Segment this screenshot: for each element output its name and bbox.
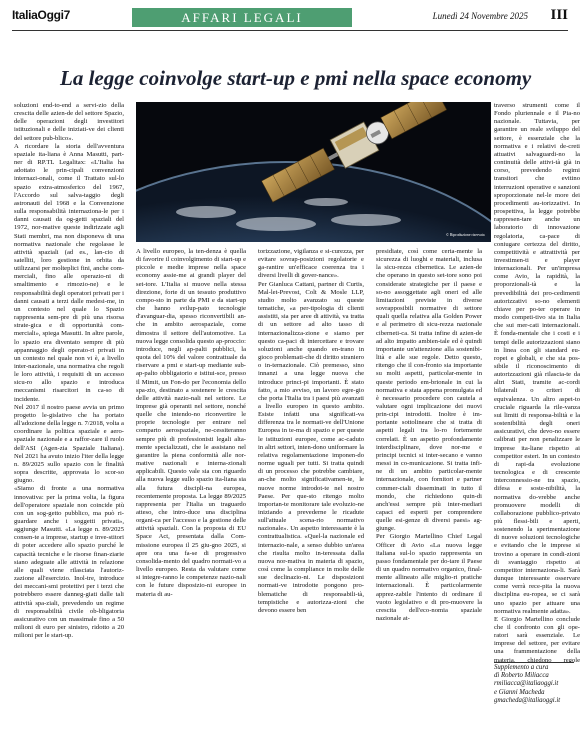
article-column-4: [376, 248, 482, 744]
section-band: AFFARI LEGALI: [132, 8, 352, 27]
credit-email[interactable]: gmacheda@italiaoggi.it: [494, 696, 561, 704]
editorial-credits: [494, 664, 574, 710]
credit-line: di Roberto Miliacca: [494, 672, 549, 680]
paragraph: «Siamo di fronte a una normativa innovativa: per la prima volta, la figura dell'operatore spaziale non coincide più con un sog-getto pubblico, ma può ri-guardare anche i soggetti privati», aggiunge Masutti. «La legge n. 89/2025 consen-te a imprese, startup e inve-stitori di poter accedere allo spazio purché le capacità tecniche e le risorse finan-ziarie siano adeguate alle attività in relazione alle quali viene rilasciata l'autoriz-zazione all'esercizio. Inol-tre, introduce dei meccani-smi protettivi per i terzi che potrebbero essere danneg-giati dalle tali attività spa-ziali, prevedendo un regime di responsabilità civile ob-bligatoria assicurativo con un massimale fino a 50 milioni di euro per sinistro, ridotto a 20 milioni per le start-up.: [14, 485, 124, 640]
article-column-5: [494, 102, 580, 662]
article-column-2: [136, 248, 246, 744]
credit-line: e Gianni Macheda: [494, 688, 545, 696]
article-column-1: [14, 102, 124, 744]
photo-credit: © Riproduzione riservata: [446, 233, 485, 237]
credit-line: Supplemento a cura: [494, 664, 549, 671]
paragraph: presidiate, così come certa-mente la sicurezza di luoghi e materiali, inclusa la sicu-rezza cibernetica. Le azien-de che operano in questo set-tore sono poi considerate strategiche per il paese e so-no assoggettate agli oneri ed alle limitazioni previste in diverse sovrapposibili normative di settore quali quella relativa alla Golden Power e al perimetro di sicu-rezza nazionale ciberneti-ca. Si tratta infine di azien-de ad alto impatto ambien-tale ed è quindi importante un'attenzione alla sostenibi-lità e alle sue regole. Detto questo, ritengo che il con-fronto sia importante su molti aspetti, particolar-mente in queste periodo em-brionale in cui la normativa e stata appena promulgata ed è necessario procedere con cautela a valutare ogni implicazione dei nuovi prin-cipi introdotti. Inoltre è im-portante sottolineare che si tratta di aspetti legali tra lo-ro fortemente correlati. È un aspetto profondamente interdisciplinare, dove nor-me e principi tecnici si inter-secano e vanno messi in co-municazione. Si tratta infi-ne di un ambito particolar-mente internazionale, con fornitori e partner commer-ciali disseminati in tutto il mondo, che richiedono quin-di anch'essi sempre più inter-mediari capaci ed esperti per comprendere quelle esi-genze di diversi paesi» ag-giunge.: [376, 248, 482, 533]
paragraph: A livello europeo, la ten-denza è quella di favorire il coinvolgimento di start-up e piccole e medie imprese nella space economy assie-me ai grandi player del set-tore. L'Italia si muove nella stessa direzione, forte di un tessuto produttivo compo-sto in parte da PMI e da start-up che hanno svilup-pato tecnologie d'avanguar-dia, spesso riconvertibili an-che in ambito aerospaziale, come dimostra il settore dell'automotive. La nuova legge consolida questo ap-proccio: introduce, negli ap-palti pubblici, la quota del 10% del valore contrattuale da riservare a pmi e start-up mediante sub-ap-palto obbligatorio e istitui-sce, presso il Mimit, un Fon-do per l'economia dello spa-zio, destinato a sostenere le crescita delle attività nazio-nali nel settore. Le imprese già operanti nel settore, nonché quelle che intendo-no riconvertire le proprie tecnologie per entrare nel comparto aerospaziale, ne-cessiteranno sempre più di professionisti legali alta-mente specializzati, che le assistano nel garantire la piena conformità alle nor-mative nazionali e interna-zionali applicabili. Questo vale sia con riguardo alla nuova legge sullo spazio ita-liana sia alla futura discipli-na europea, recentemente proposta. La legge 89/2025 rappresenta per l'Italia un traguardo atteso, che intro-duce una disciplina organi-ca per l'accesso e la gestione delle attività spaziali. Con la proposta di EU Space Act, presentata dalla Com-missione europea il 25 giu-gno 2025, si apre ora una fa-se di progressivo consolida-mento del quadro normati-vo a livello europeo. Resta da valutare come si integre-ranno le competenze nazio-nali con le future disposizio-ni europee in materia di au-: [136, 248, 246, 598]
satellite-image: [136, 102, 491, 242]
paragraph: torizzazione, vigilanza e si-curezza, per evitare sovrap-posizioni regolatorie e ga-rantire un'efficace coerenza tra i diversi livelli di gover-nance».: [258, 248, 364, 280]
paragraph: Per Gianluca Cattani, partner di Curtis, Mal-let-Prevost, Colt & Mosle LLP, studio molto avanzato su queste tematiche, «a per-tipologia di clienti assistiti, sia per aree di attività, va tratta di un settore ad alto tasso di internazionalizza-zione e siamo per questo ca-paci di intercettare e trovare soluzioni anche quando en-trano in gioco problemati-che di diritto straniero o in-ternazionale. Ciò premesso, sino innanzi a una legge nuova che introduce princi-pi importanti. È stato fatto, a mio avviso, un lavoro egre-gio che porta l'Italia tra i paesi più avanzati a livello europeo in questo ambito. Esiste infatti una significati-va differenza tra le normati-ve dell'Unione Europea in te-ma di spazio e per queste le istituzioni europee, come ac-caduto in altri settori, inten-dono uniformare la relativa regolamentazione imponen-do norme uguali per tutti. Si tratta quindi di un processo che potrebbe cambiare, an-che molto significativamen-te, le nuove norme introdot-te nel nostro Paese. Per que-sto ritengo molto importan-te monitorare tale evoluzio-ne iniziando a prevederne le ricadute sull'attuale scena-rio normativo nazionale». Un aspetto interessante è la contrattualistica. «Quel-la nazionale ed internazio-nale, a senso dubbio un'area che risulta molto in-teressata dalla nuova nor-mativa in materia di spazio, così come la compliance in molte delle sue declinazio-ni. Le disposizioni normati-ve introdotte pongono pro-blematiche di responsabili-tà, tempistiche e autorizza-zioni che devono essere ben: [258, 280, 364, 614]
paragraph: Per Giorgio Martellino Chief Legal Officer di Avio «La nuova legge italiana sul-lo spazio rappresenta un passo fondamentale per do-tare il Paese di un quadro normativo organico, final-mente allineato alle miglio-ri pratiche internazionali. È particolarmente apprez-zabile l'intento di ordinare il vuoto legislativo e di pro-muovere la crescita dell'eco-nomia spaziale nazionale at-: [376, 533, 482, 623]
logo: ItaliaOggi7: [12, 8, 71, 22]
credit-email[interactable]: rmiliacca@italiaoggi.it: [494, 680, 559, 688]
issue-date: Lunedì 24 Novembre 2025: [432, 11, 528, 21]
article-column-3: [258, 248, 364, 744]
headline: La legge coinvolge start-up e pmi nella space economy: [60, 66, 532, 90]
space-satellite-photo: [136, 102, 491, 242]
paragraph: Nel 2017 il nostro paese avvia un primo progetto le-gislativo che ha portato all'adozione della legge n. 7/2018, volta a coordinare la politica spaziale e aero-spaziale nazionale e a raffor-zare il ruolo dell'ASI (Agen-zia Spaziale Italiana). Nel 2021 ha avuto inizio l'iter della legge n. 89/2025 sullo spazio con le finalità sopra descritte, approvata lo scor-so giugno.: [14, 403, 124, 485]
paragraph: traverso strumenti come il Fondo pluriennale e il Pia-no nazionale. Tuttavia, per garantire un reale sviluppo del settore, è essenziale che la normativa e i relativi de-creti attuativi salvaguardi-no la continuità delle attivi-tà già in corso, prevedendo regimi transitori che evitino interruzioni operative e sanzioni sproporzionate nel-le more dei procedimenti au-torizzativi. In prospettiva, la legge potrebbe rappresen-tare anche un laboratorio di innovazione regolatoria, ca-pace di coniugare certezza del diritto, competitività e attrattività per investimen-ti e player internazionali. Per un'impresa come Avio, la rapidità, la proporzionali-tà e la prevedibilità dei pro-cedimenti autorizzativi so-no elementi chiave per po-ter operare in modo competi-tivo sia in Italia che sui mer-cati internazionali. È fonda-mentale che i costi e i tempi delle autorizzazioni siano in linea con gli standard eu-ropei e globali, e che sia pos-sibile il riconoscimento di autorizzazioni già rilascia-te da altri Stati, tramite ac-cordi bilaterali o criteri di equivalenza. Un altro aspet-to cruciale riguarda la rile-vanza sui limiti di responsa-bilità e la sostenibilità degli oneri assicurativi, che devo-no essere calibrati per non penalizzare le imprese ita-liane rispetto ai competitor esteri. In un contesto di rapi-da evoluzione tecnologica e di crescente interconnessio-ne tra spazio, difesa e soste-nibilità, la normativa do-vrebbe anche promuovere modelli di collaborazione pubblico-privato più flessi-bili e aperti, sostenendo la sperimentazione di nuove soluzioni tecnologiche e evitando che le imprese si trovino a operare in condi-zioni di svantaggio rispetto ai competitor internaziona-li. Sarà dunque interessante osservare come verrà rece-pita la nuova disciplina eu-ropea, se ci sarà uno spazio per attuare una normativa realmente adatta».: [494, 102, 580, 615]
sidebar-rule: [494, 662, 574, 663]
page-number: III: [550, 7, 568, 23]
paragraph: E Giorgio Martellino conclude che il confronto con gli ope-ratori sarà essenziale. Le imprese del settore, per evitare una frammentazione della materia, chiedono regole: [494, 615, 580, 662]
paragraph: A ricordare la storia dell'avventura spaziale ita-liana è Anna Masutti, part-ner di RP.TL Legalitax: «L'Italia ha adottato le prin-cipali convenzioni internazi-onali, come il Trattato sul-lo spazio extra-atmosferico del 1967, l'Accordo sul salva-taggio degli astronauti del 1968 e la Convenzione sulla responsabilità internaziona-le per i danni causati da og-getti spaziali del 1972, nor-mative queste indirizzate agli Stati membri, ma non disponeva di una normativa nazionale che regolasse le attività spaziali (ad es., lan-cio di satelliti, loro gestione in orbita da utilizzarsi per molteplici fini, anche com-merciali, fino alle operazio-ni di smaltimento e rimozio-ne) e le responsabilità degli operatori privati per i danni causati a terzi dalle medesi-me, in un contesto nel quale lo Spazio rappresenta sem-pre di più una risorsa strate-gica e di opportunità com-merciali», spiega Masutti. In altre parole, lo spazio era diventato sempre di più appannaggio degli operato-ri privati in un contesto nel quale non vi è, a livello inter-nazionale, una normativa che regoli le loro attività, i requisiti di un accesso sicu-ro allo spazio e introduca meccanismi risarcitori in ca-so di incidente.: [14, 142, 124, 403]
masthead: [12, 8, 568, 38]
paragraph: soluzioni end-to-end a servi-zio della crescita delle azien-de del settore Spazio, delle operazioni degli investitori istituzionali e delle iniziati-ve dei clienti del settore pub-blico».: [14, 102, 124, 142]
top-rule: [12, 30, 568, 31]
